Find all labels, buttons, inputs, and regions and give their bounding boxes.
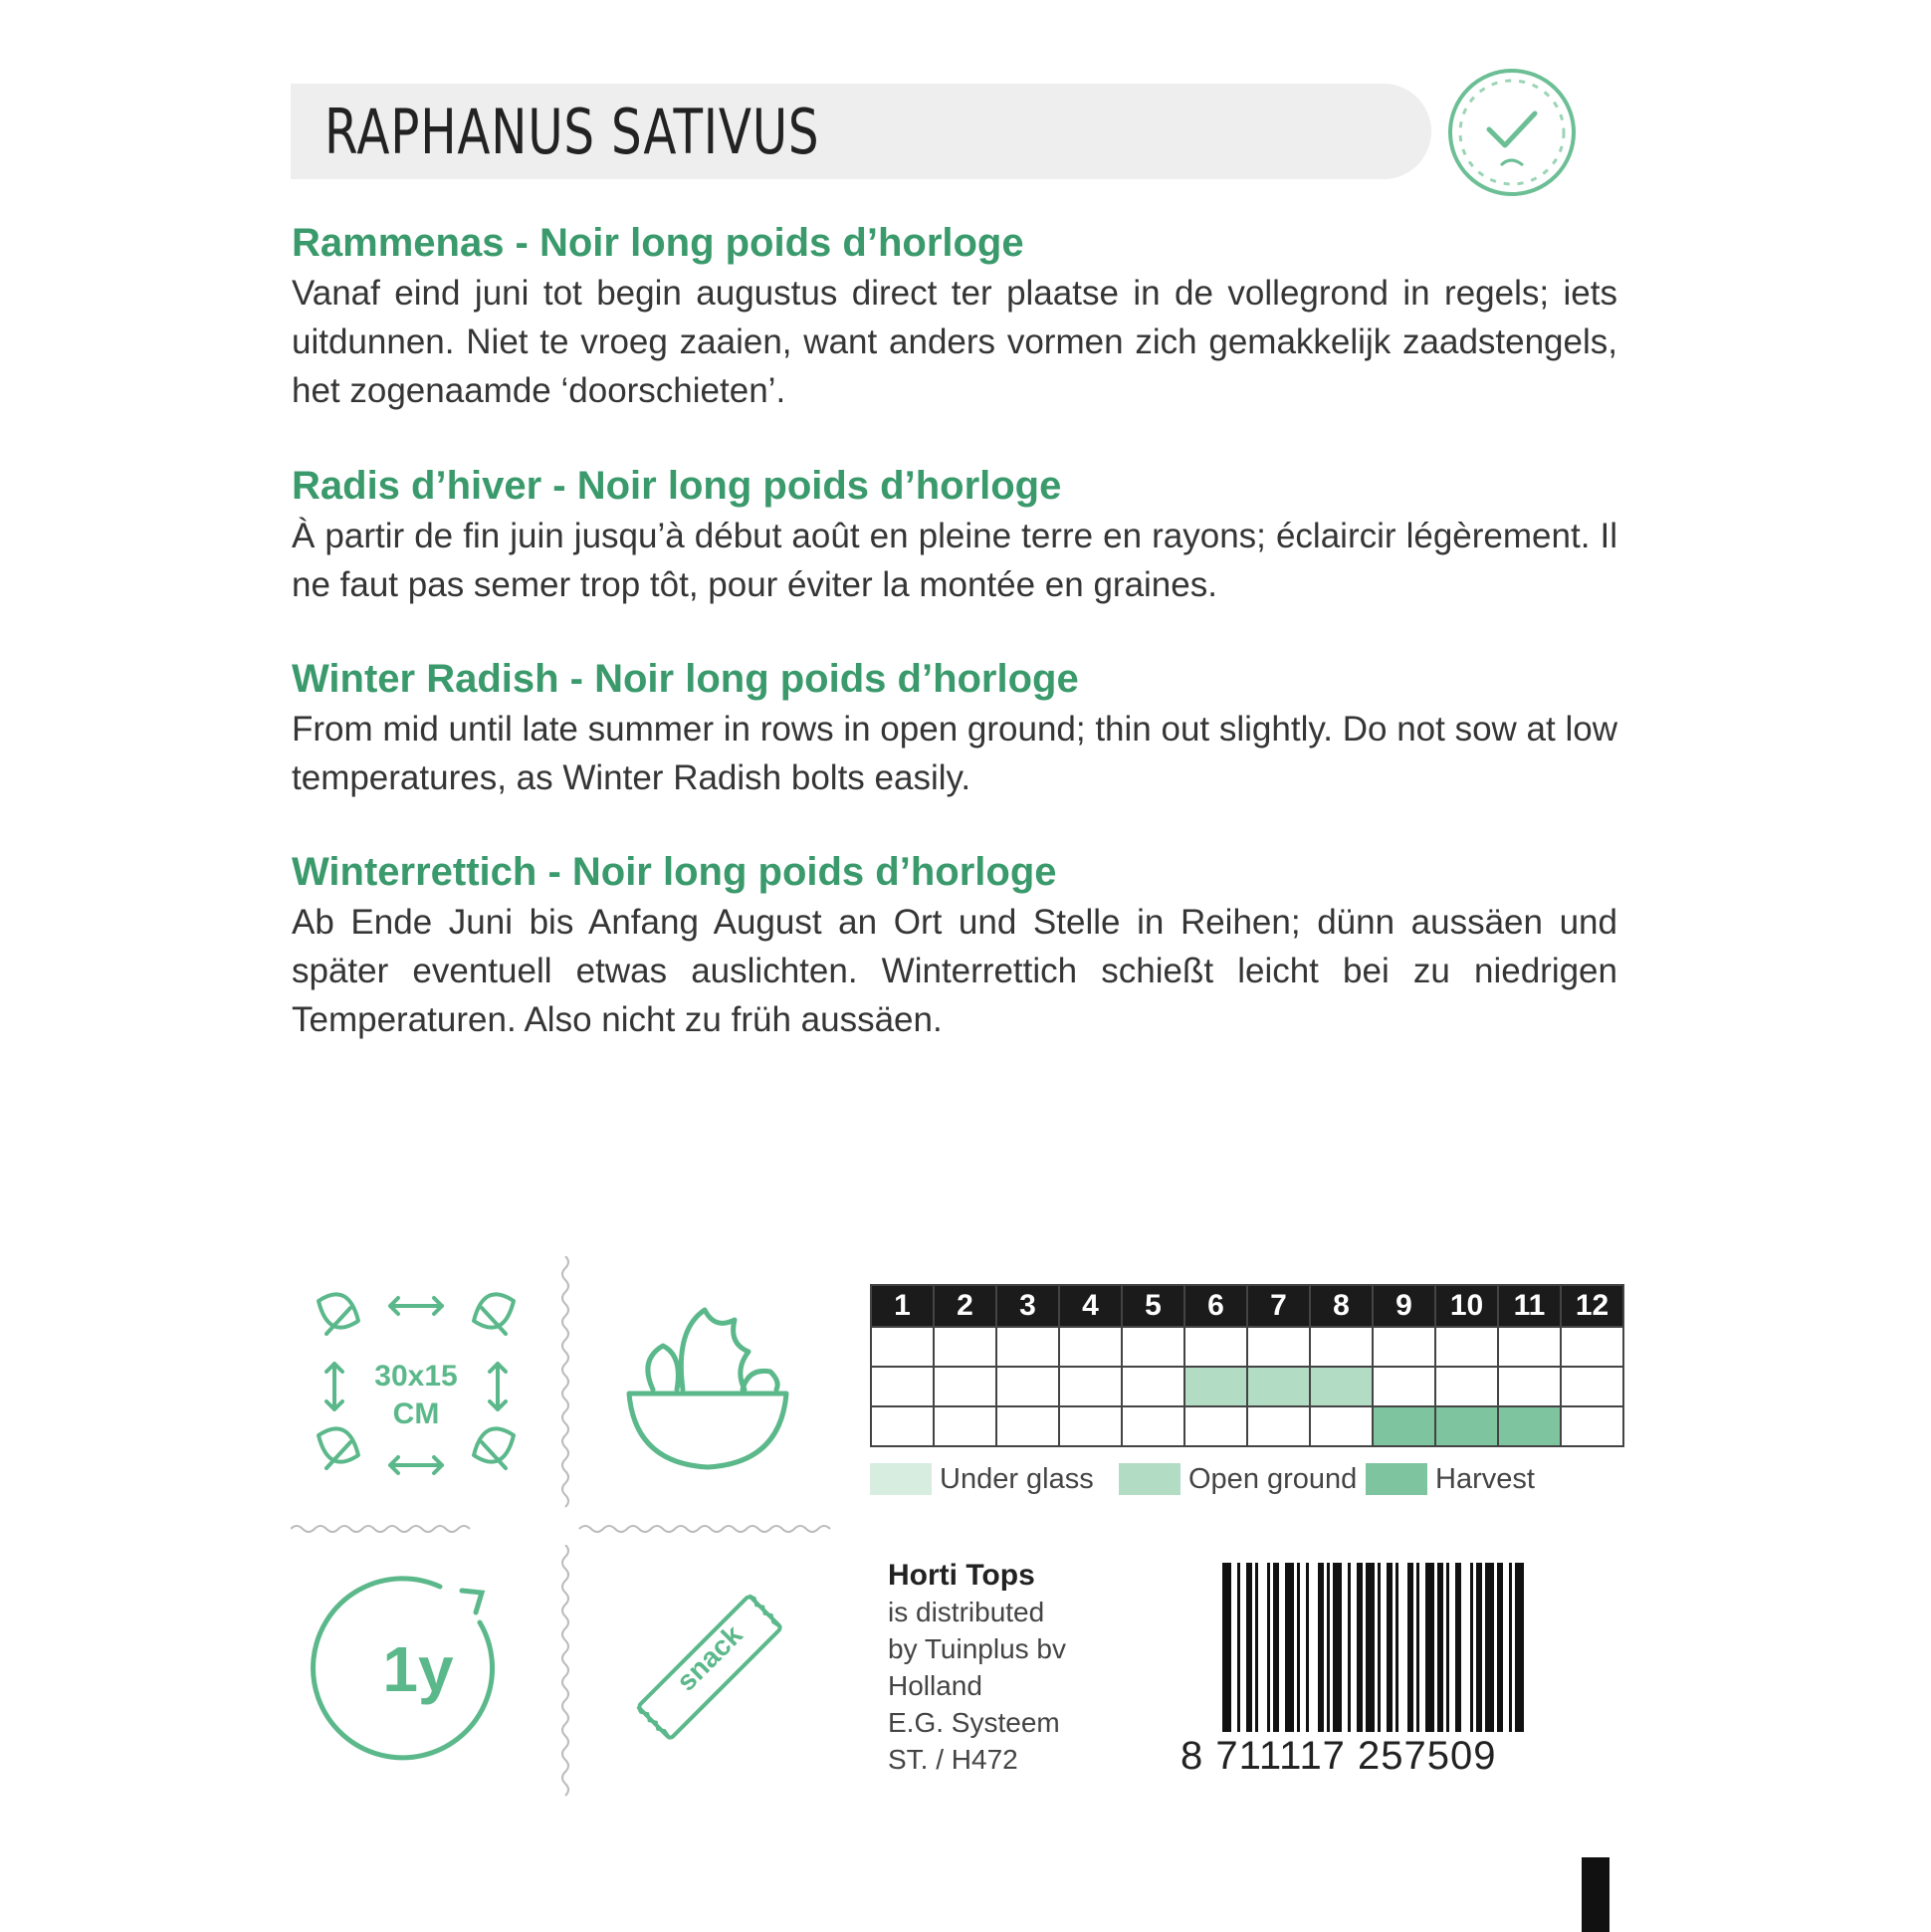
barcode-bar: [1437, 1563, 1443, 1732]
barcode-bar: [1297, 1563, 1300, 1732]
calendar-cell: [1561, 1406, 1623, 1446]
calendar-cell: [1122, 1327, 1184, 1367]
barcode-bar: [1327, 1563, 1330, 1732]
barcode-bar: [1387, 1563, 1393, 1732]
month-cell: 5: [1122, 1285, 1184, 1327]
calendar-cell: [996, 1327, 1059, 1367]
barcode-bar: [1267, 1563, 1270, 1732]
legend-harvest: [1366, 1461, 1535, 1497]
calendar-cell: [1435, 1406, 1498, 1446]
month-cell: 9: [1373, 1285, 1435, 1327]
section-text: À partir de fin juin jusqu’à début août en pleine terre en rayons; éclaircir légèrement. Il ne faut pas semer trop tôt, pour éviter la montée en graines.: [292, 517, 1617, 604]
barcode-bar: [1357, 1563, 1363, 1732]
snack-label: snack: [670, 1618, 749, 1697]
section-text: Ab Ende Juni bis Anfang August an Ort und Stelle in Reihen; dünn aussäen und später eventuell etwas auslichten. Winterrettich schießt leicht bei zu niedrigen Temperaturen. Also nicht zu früh aussäen.: [292, 903, 1617, 1039]
barcode-bar: [1222, 1563, 1231, 1732]
calendar-cell: [1498, 1406, 1561, 1446]
barcode: [1220, 1563, 1614, 1752]
barcode-bar: [1273, 1563, 1279, 1732]
calendar-cell: [1435, 1367, 1498, 1406]
legend-open-ground: [1119, 1461, 1357, 1497]
lifespan-label: 1y: [382, 1633, 454, 1705]
barcode-bar: [1285, 1563, 1294, 1732]
brand-name: Horti Tops: [888, 1559, 1035, 1592]
month-cell: 10: [1435, 1285, 1498, 1327]
barcode-bar: [1378, 1563, 1381, 1732]
legend-label: Under glass: [940, 1462, 1094, 1495]
calendar-cell: [934, 1327, 996, 1367]
divider-vertical: [557, 1256, 573, 1515]
calendar-cell: [1247, 1367, 1310, 1406]
calendar-cell: [934, 1406, 996, 1446]
month-cell: 7: [1247, 1285, 1310, 1327]
sowing-calendar: [870, 1284, 1624, 1447]
distributor-line: by Tuinplus bv: [888, 1633, 1066, 1664]
barcode-number: 8 711117 257509: [1180, 1734, 1497, 1778]
month-cell: 1: [871, 1285, 934, 1327]
section-heading: Radis d’hiver - Noir long poids d’horloge: [292, 464, 1062, 508]
barcode-bar: [1255, 1563, 1258, 1732]
calendar-cell: [871, 1367, 934, 1406]
legend-under-glass: [870, 1461, 1094, 1497]
calendar-cell: [1310, 1367, 1373, 1406]
calendar-cell: [1561, 1367, 1623, 1406]
calendar-cell: [1059, 1327, 1122, 1367]
section-text: From mid until late summer in rows in open ground; thin out slightly. Do not sow at low temperatures, as Winter Radish bolts easily.: [292, 710, 1617, 797]
barcode-bar: [1306, 1563, 1309, 1732]
spacing-dimensions: 30x15: [374, 1360, 458, 1393]
month-cell: 4: [1059, 1285, 1122, 1327]
month-cell: 2: [934, 1285, 996, 1327]
legend-swatch: [1119, 1463, 1180, 1495]
spacing-unit: CM: [392, 1397, 440, 1430]
calendar-cell: [1059, 1367, 1122, 1406]
barcode-bar: [1446, 1563, 1449, 1732]
barcode-bar: [1455, 1563, 1461, 1732]
month-cell: 3: [996, 1285, 1059, 1327]
barcode-bar: [1515, 1563, 1524, 1732]
divider-horizontal: [291, 1521, 840, 1537]
barcode-bar: [1348, 1563, 1351, 1732]
calendar-cell: [1122, 1406, 1184, 1446]
barcode-bar: [1407, 1563, 1413, 1732]
barcode-bar: [1497, 1563, 1503, 1732]
barcode-bar: [1476, 1563, 1482, 1732]
barcode-bar: [1318, 1563, 1324, 1732]
barcode-bar: [1366, 1563, 1375, 1732]
month-cell: 6: [1184, 1285, 1247, 1327]
calendar-cell: [871, 1406, 934, 1446]
species-title: RAPHANUS SATIVUS: [324, 96, 820, 168]
under-glass-row: [871, 1327, 1623, 1367]
month-cell: 11: [1498, 1285, 1561, 1327]
barcode-bar: [1470, 1563, 1473, 1732]
calendar-cell: [1122, 1367, 1184, 1406]
harvest-row: [871, 1406, 1623, 1446]
section-text: Vanaf eind juni tot begin augustus direct ter plaatse in de vollegrond in regels; iets uitdunnen. Niet te vroeg zaaien, want anders vormen zich gemakkelijk zaadstengels, het zogenaamde ‘doorschieten’.: [292, 274, 1617, 410]
salad-bowl-icon: [613, 1294, 802, 1479]
barcode-bar: [1509, 1563, 1512, 1732]
calendar-cell: [1498, 1327, 1561, 1367]
calendar-cell: [1059, 1406, 1122, 1446]
month-cell: 8: [1310, 1285, 1373, 1327]
calendar-months-row: [871, 1285, 1623, 1327]
section-heading: Rammenas - Noir long poids d’horloge: [292, 221, 1024, 265]
section-german: [292, 848, 1617, 1044]
spacing-label: [360, 1358, 472, 1433]
legend-label: Open ground: [1188, 1462, 1358, 1495]
calendar-cell: [1373, 1406, 1435, 1446]
section-french: [292, 462, 1617, 609]
month-cell: 12: [1561, 1285, 1623, 1327]
legend-label: Harvest: [1435, 1462, 1535, 1495]
distributor-line: is distributed: [888, 1597, 1045, 1627]
calendar-cell: [996, 1406, 1059, 1446]
barcode-bar: [1246, 1563, 1252, 1732]
open-ground-row: [871, 1367, 1623, 1406]
barcode-bar: [1237, 1563, 1240, 1732]
distributor-line: ST. / H472: [888, 1744, 1018, 1775]
legend-swatch: [1366, 1463, 1427, 1495]
distributor-line: Holland: [888, 1670, 982, 1701]
calendar-cell: [996, 1367, 1059, 1406]
section-dutch: [292, 219, 1617, 415]
print-mark: [1582, 1857, 1609, 1932]
calendar-cell: [934, 1367, 996, 1406]
calendar-cell: [1373, 1367, 1435, 1406]
section-heading: Winterrettich - Noir long poids d’horloge: [292, 850, 1057, 894]
calendar-cell: [1435, 1327, 1498, 1367]
calendar-cell: [1247, 1406, 1310, 1446]
distributor-info: [888, 1557, 1066, 1778]
distributor-line: E.G. Systeem: [888, 1707, 1060, 1738]
calendar-cell: [1184, 1327, 1247, 1367]
calendar-cell: [1373, 1327, 1435, 1367]
legend-swatch: [870, 1463, 932, 1495]
calendar-cell: [1184, 1406, 1247, 1446]
calendar-cell: [1247, 1327, 1310, 1367]
calendar-cell: [1498, 1367, 1561, 1406]
calendar-cell: [1310, 1327, 1373, 1367]
calendar-cell: [1561, 1327, 1623, 1367]
section-heading: Winter Radish - Noir long poids d’horloge: [292, 657, 1079, 701]
calendar-cell: [1310, 1406, 1373, 1446]
calendar-cell: [1184, 1367, 1247, 1406]
calendar-cell: [871, 1327, 934, 1367]
barcode-bar: [1416, 1563, 1419, 1732]
divider-vertical: [557, 1545, 573, 1800]
barcode-bar: [1395, 1563, 1398, 1732]
barcode-bar: [1425, 1563, 1434, 1732]
clock-check-icon: [1445, 66, 1579, 199]
section-english: [292, 655, 1617, 802]
barcode-bar: [1485, 1563, 1494, 1732]
barcode-bar: [1333, 1563, 1342, 1732]
